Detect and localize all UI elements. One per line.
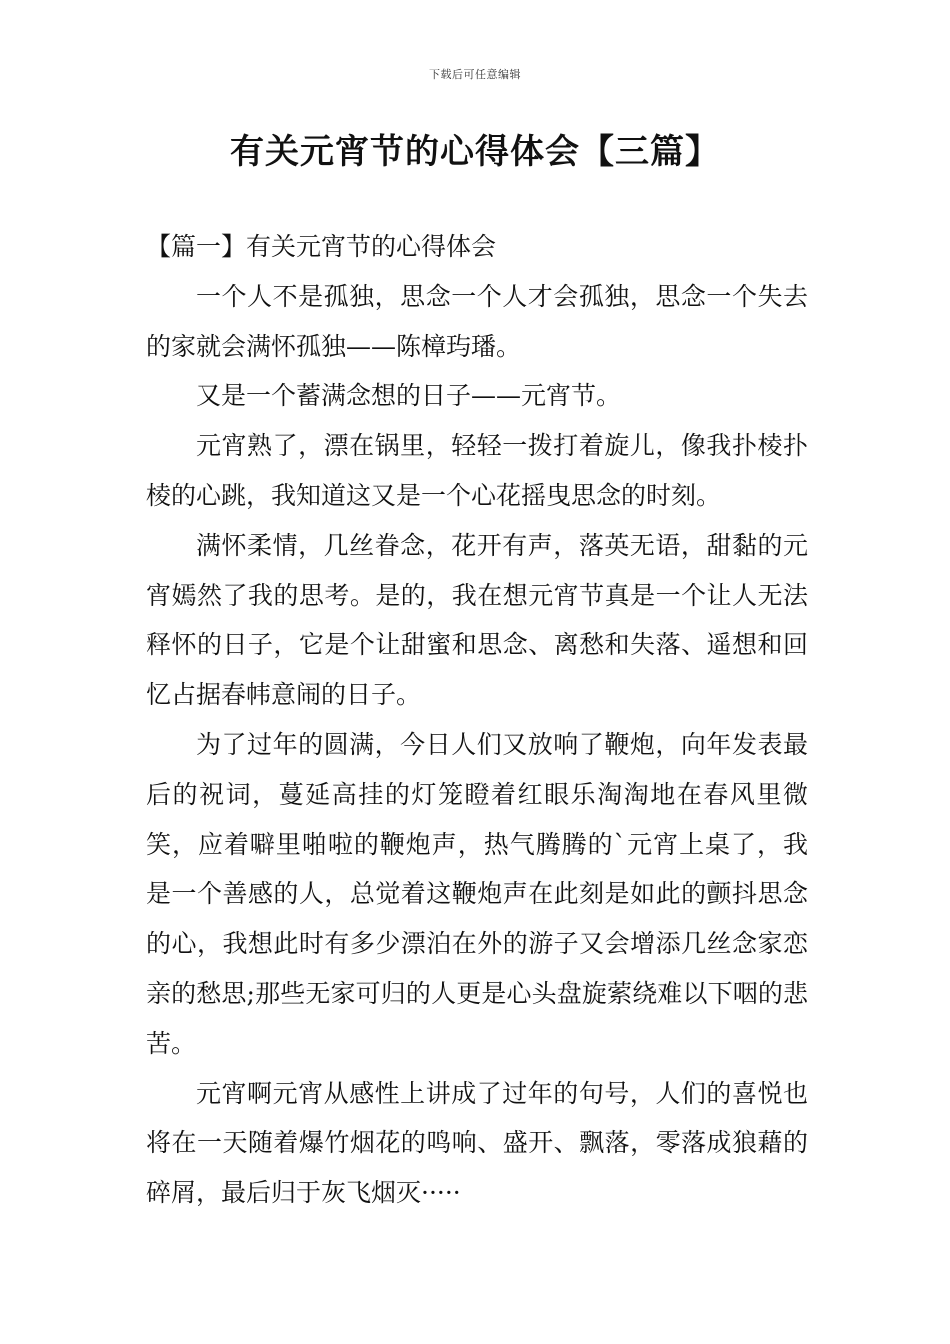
paragraph-2: 又是一个蓄满念想的日子——元宵节。	[196, 381, 622, 411]
paragraph-1: 一个人不是孤独，思念一个人才会孤独，思念一个失去的家就会满怀孤独——陈樟玙璠。	[146, 281, 808, 361]
paragraph-5: 为了过年的圆满，今日人们又放响了鞭炮，向年发表最后的祝词，蔓延高挂的灯笼瞪着红眼乐淘淘地在春风里微笑，应着噼里啪啦的鞭炮声，热气腾腾的`元宵上桌了，我是一个善感的人，总觉着这鞭炮声在此刻是如此的颤抖思念的心，我想此时有多少漂泊在外的游子又会增添几丝念家恋亲的愁思;那些无家可归的人更是心头盘旋萦绕难以下咽的悲苦。	[146, 729, 808, 1058]
paragraph-3: 元宵熟了，漂在锅里，轻轻一拨打着旋儿，像我扑棱扑棱的心跳，我知道这又是一个心花摇曳思念的时刻。	[146, 431, 808, 510]
section-heading: 【篇一】有关元宵节的心得体会	[146, 232, 497, 261]
paragraph-4: 满怀柔情，几丝眷念，花开有声，落英无语，甜黏的元宵嫣然了我的思考。是的，我在想元宵节真是一个让人无法释怀的日子，它是个让甜蜜和思念、离愁和失落、遥想和回忆占据春帏意闹的日子。	[146, 530, 808, 710]
paragraph-6: 元宵啊元宵从感性上讲成了过年的句号，人们的喜悦也将在一天随着爆竹烟花的鸣响、盛开、飘落，零落成狼藉的碎屑，最后归于灰飞烟灭·····	[146, 1078, 808, 1208]
page-header-note: 下载后可任意编辑	[429, 68, 521, 81]
document-body	[146, 222, 808, 1218]
document-title: 有关元宵节的心得体会【三篇】	[230, 132, 720, 172]
